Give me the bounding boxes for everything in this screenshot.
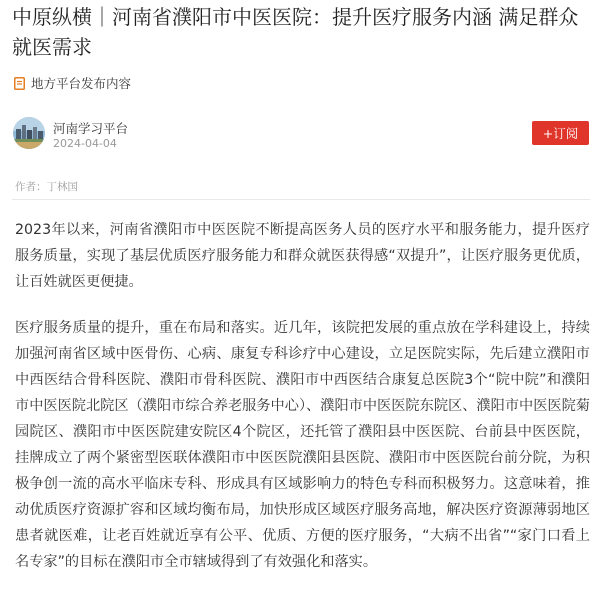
writer-name: 丁林国 [46,181,78,193]
subscribe-button[interactable]: +订阅 [532,121,589,145]
city-skyline-avatar-icon [13,117,45,149]
paragraph-1: 2023年以来，河南省濮阳市中医医院不断提高医务人员的医疗水平和服务能力，提升医疗服务质量，实现了基层优质医疗服务能力和群众就医获得感“双提升”，让医疗服务更优质，让百姓就医更便捷。 [15,222,590,290]
publish-date: 2024-04-04 [53,137,117,150]
writer-line [15,179,78,194]
source-tag [14,74,131,92]
author-row [13,117,589,153]
source-label: 地方平台发布内容 [31,76,132,91]
author-name[interactable]: 河南学习平台 [53,121,129,136]
article-title: 中原纵横｜河南省濮阳市中医医院：提升医疗服务内涵 满足群众就医需求 [12,5,579,59]
paragraph-2: 医疗服务质量的提升，重在布局和落实。近几年，该院把发展的重点放在学科建设上，持续加强河南省区域中医骨伤、心病、康复专科诊疗中心建设，立足医院实际，先后建立濮阳市中西医结合骨科医院、濮阳市骨科医院、濮阳市中西医结合康复总医院3个“院中院”和濮阳市中医医院北院区（濮阳市综合养老服务中心）、濮阳市中医医院东院区、濮阳市中医医院菊园院区、濮阳市中医医院建安院区4个院区，还托管了濮阳县中医医院、台前县中医医院，挂牌成立了两个紧密型医联体濮阳市中医医院濮阳县医院、濮阳市中医医院台前分院，为积极争创一流的高水平临床专科、形成具有区域影响力的特色专科而积极努力。这意味着，推动优质医疗资源扩容和区域均衡布局，加快形成区域医疗服务高地，解决医疗资源薄弱地区患者就医难，让老百姓就近享有公平、优质、方便的医疗服务，“大病不出省”“家门口看上名专家”的目标在濮阳市全市辖域得到了有效强化和落实。 [15,320,590,570]
writer-label: 作者： [15,181,47,193]
document-icon [14,77,25,90]
divider [12,199,590,200]
avatar[interactable] [13,117,45,149]
